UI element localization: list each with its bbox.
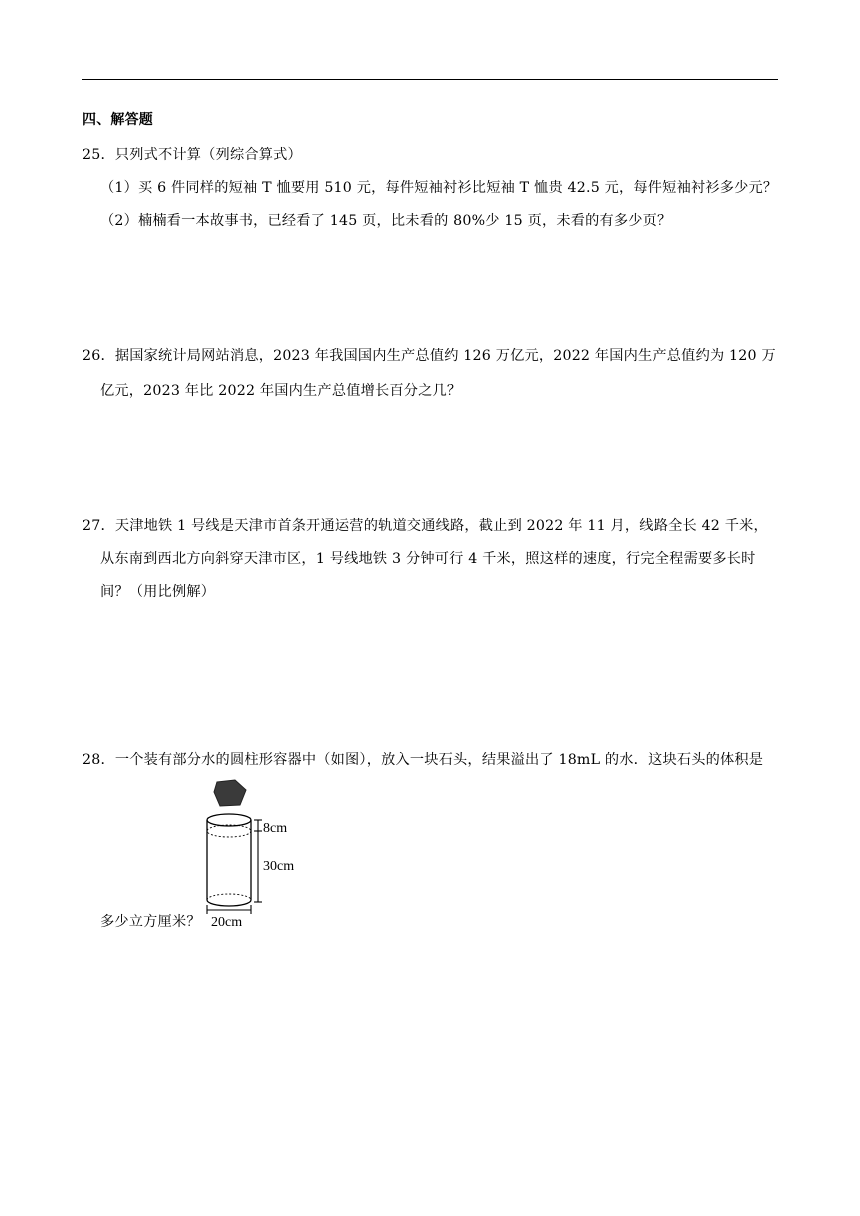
question-27-line-3: 间？（用比例解） <box>100 584 216 600</box>
section-title: 四、解答题 <box>82 112 153 128</box>
question-27-line-2: 从东南到西北方向斜穿天津市区，1 号线地铁 3 分钟可行 4 千米，照这样的速度，行完全程需要多长时 <box>100 551 756 567</box>
question-27-line-1: 27．天津地铁 1 号线是天津市首条开通运营的轨道交通线路，截止到 2022 年 11 月，线路全长 42 千米， <box>82 518 768 534</box>
dimension-lines <box>207 820 262 914</box>
cylinder-shape <box>207 814 251 906</box>
question-25-part-2: （2）楠楠看一本故事书，已经看了 145 页，比未看的 80%少 15 页，未看的有多少页？ <box>100 213 672 229</box>
cylinder-figure <box>190 778 320 928</box>
question-25-stem: 25．只列式不计算（列综合算式） <box>82 147 302 163</box>
header-rule <box>82 79 778 80</box>
label-20cm: 20cm <box>211 915 243 928</box>
question-28-line-1: 28．一个装有部分水的圆柱形容器中（如图），放入一块石头，结果溢出了 18mL 的水．这块石头的体积是 <box>82 752 764 768</box>
label-30cm: 30cm <box>263 859 295 874</box>
question-28-line-2: 多少立方厘米？ <box>100 914 201 930</box>
water-level <box>207 825 251 837</box>
stone-shape <box>214 780 246 806</box>
question-25-part-1: （1）买 6 件同样的短袖 T 恤要用 510 元，每件短袖衬衫比短袖 T 恤贵 42.5 元，每件短袖衬衫多少元？ <box>100 180 778 196</box>
question-26-line-1: 26．据国家统计局网站消息，2023 年我国国内生产总值约 126 万亿元，2022 年国内生产总值约为 120 万 <box>82 348 776 364</box>
label-8cm: 8cm <box>263 821 288 836</box>
question-26-line-2: 亿元，2023 年比 2022 年国内生产总值增长百分之几？ <box>100 383 462 399</box>
